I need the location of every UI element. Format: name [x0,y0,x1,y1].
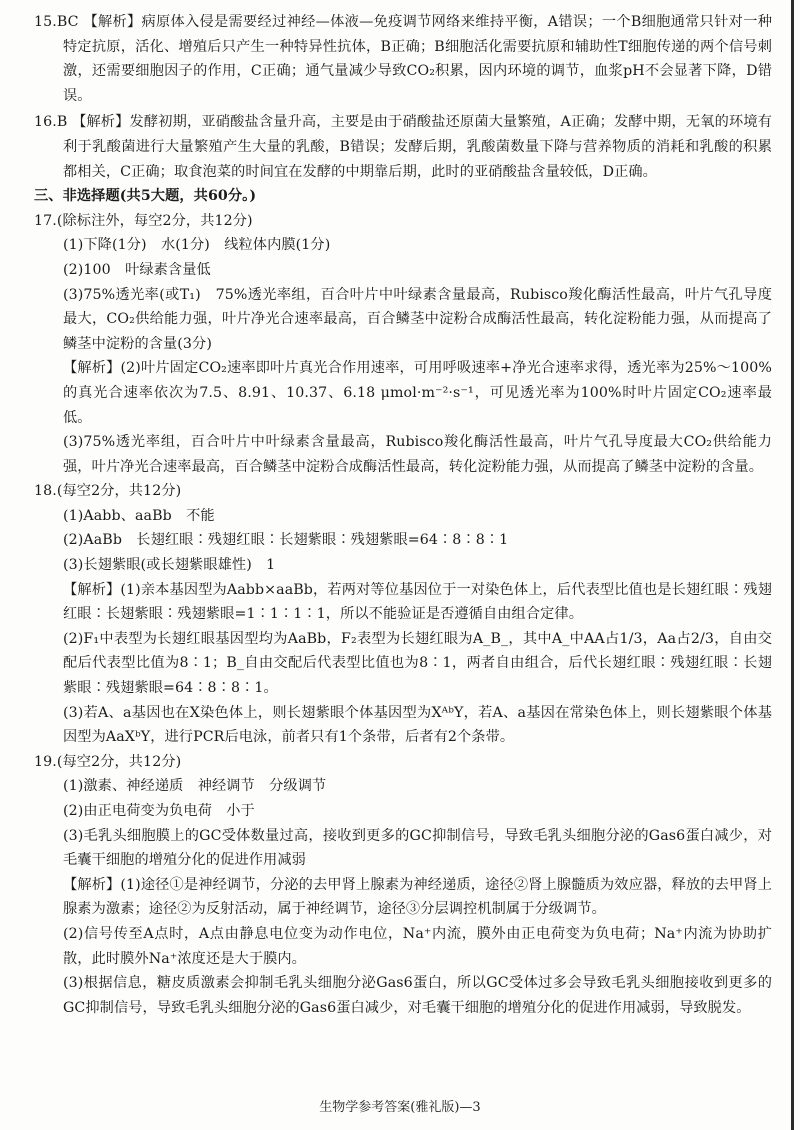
q17-answer-2: (2)100 叶绿素含量低 [63,261,211,278]
q18-answer-1: (1)Aabb、aaBb 不能 [63,507,215,524]
q19-heading: 19.(每空2分，共12分) [34,753,182,770]
q17-analysis-2: 【解析】(2)叶片固定CO₂速率即叶片真光合作用速率，可用呼吸速率+净光合速率求得，透光率为25%～100%的真光合速率依次为7.5、8.91、10.37、6.18 μmol·m⁻²·s⁻¹，可见透光率为100%时叶片固定CO₂速率最低。 [63,360,772,426]
q19-analysis-1: 【解析】(1)途径①是神经调节，分泌的去甲肾上腺素为神经递质，途径②肾上腺髓质为效应器，释放的去甲肾上腺素为激素；途径②为反射活动，属于神经调节，途径③分层调控机制属于分级调节。 [63,876,772,918]
q17-answer-1: (1)下降(1分) 水(1分) 线粒体内膜(1分) [63,237,331,254]
q17-analysis-3: (3)75%透光率组，百合叶片中叶绿素含量最高，Rubisco羧化酶活性最高，叶片气孔导度最大CO₂供给能力强，叶片净光合速率最高，百合鳞茎中淀粉合成酶活性最高，转化淀粉能力强，从而提高了鳞茎中淀粉的含量。 [63,434,772,475]
q19-answer-2: (2)由正电荷变为负电荷 小于 [63,803,255,819]
q19-analysis-3: (3)根据信息，糖皮质激素会抑制毛乳头细胞分泌Gas6蛋白，所以GC受体过多会导致毛乳头细胞接收到更多的GC抑制信号，导致毛乳头细胞分泌的Gas6蛋白减少，对毛囊干细胞的增殖分化的促进作用减弱，导致脱发。 [63,975,772,1016]
q18-analysis-1: 【解析】(1)亲本基因型为Aabb×aaBb，若两对等位基因位于一对染色体上，后代表型比值也是长翅红眼∶残翅红眼∶长翅紫眼∶残翅紫眼=1∶1∶1∶1，所以不能验证是否遵循自由组合定律。 [63,581,772,623]
q18-answer-2: (2)AaBb 长翅红眼∶残翅红眼∶长翅紫眼∶残翅紫眼=64∶8∶8∶1 [63,532,509,549]
q19-answer-3: (3)毛乳头细胞膜上的GC受体数量过高，接收到更多的GC抑制信号，导致毛乳头细胞分泌的Gas6蛋白减少，对毛囊干细胞的增殖分化的促进作用减弱 [63,827,772,869]
answer-q16: 16.B 【解析】发酵初期，亚硝酸盐含量升高，主要是由于硝酸盐还原菌大量繁殖，A正确；发酵中期，无氧的环境有利于乳酸菌进行大量繁殖产生大量的乳酸，B错误；发酵后期，乳酸菌数量下降与营养物质的消耗和乳酸的积累都相关，C正确；取食泡菜的时间宜在发酵的中期靠后期，此时的亚硝酸盐含量较低，D正确。 [34,114,772,180]
q17-heading: 17.(除标注外，每空2分，共12分) [34,212,253,229]
q17-answer-3: (3)75%透光率(或T₁) 75%透光率组，百合叶片中叶绿素含量最高，Rubisco羧化酶活性最高，叶片气孔导度最大，CO₂供给能力强，叶片净光合速率最高，百合鳞茎中淀粉合成酶活性最高，转化淀粉能力强，从而提高了鳞茎中淀粉的含量(3分) [63,286,772,352]
q18-heading: 18.(每空2分，共12分) [34,483,182,500]
page-footer: 生物学参考答案(雅礼版)—3 [319,1100,481,1115]
q18-analysis-2: (2)F₁中表型为长翅红眼基因型均为AaBb，F₂表型为长翅红眼为A_B_，其中A_中AA占1/3，Aa占2/3，自由交配后代表型比值为8∶1；B_自由交配后代表型比值也为8∶1，两者自由组合，后代长翅红眼∶残翅红眼∶长翅紫眼∶残翅紫眼=64∶8∶8∶1。 [63,630,772,697]
q18-analysis-3: (3)若A、a基因也在X染色体上，则长翅紫眼个体基因型为XᴬᵇY，若A、a基因在常染色体上，则长翅紫眼个体基因型为AaXᵇY，进行PCR后电泳，前者只有1个条带，后者有2个条带。 [63,704,772,746]
page-edge [791,0,794,1130]
section-heading: 三、非选择题(共5大题，共60分。) [34,188,257,205]
q19-answer-1: (1)激素、神经递质 神经调节 分级调节 [63,778,327,795]
q18-answer-3: (3)长翅紫眼(或长翅紫眼雄性) 1 [63,557,276,574]
answer-page [34,10,772,1020]
q19-analysis-2: (2)信号传至A点时，A点由静息电位变为动作电位，Na⁺内流，膜外由正电荷变为负电荷；Na⁺内流为协助扩散，此时膜外Na⁺浓度还是大于膜内。 [63,925,772,967]
answer-q15: 15.BC 【解析】病原体入侵是需要经过神经—体液—免疫调节网络来维持平衡，A错误；一个B细胞通常只针对一种特定抗原，活化、增殖后只产生一种特异性抗体，B正确；B细胞活化需要抗原和辅助性T细胞传递的两个信号刺激，还需要细胞因子的作用，C正确；通气量减少导致CO₂积累，因内环境的调节，血浆pH不会显著下降，D错误。 [34,14,772,104]
